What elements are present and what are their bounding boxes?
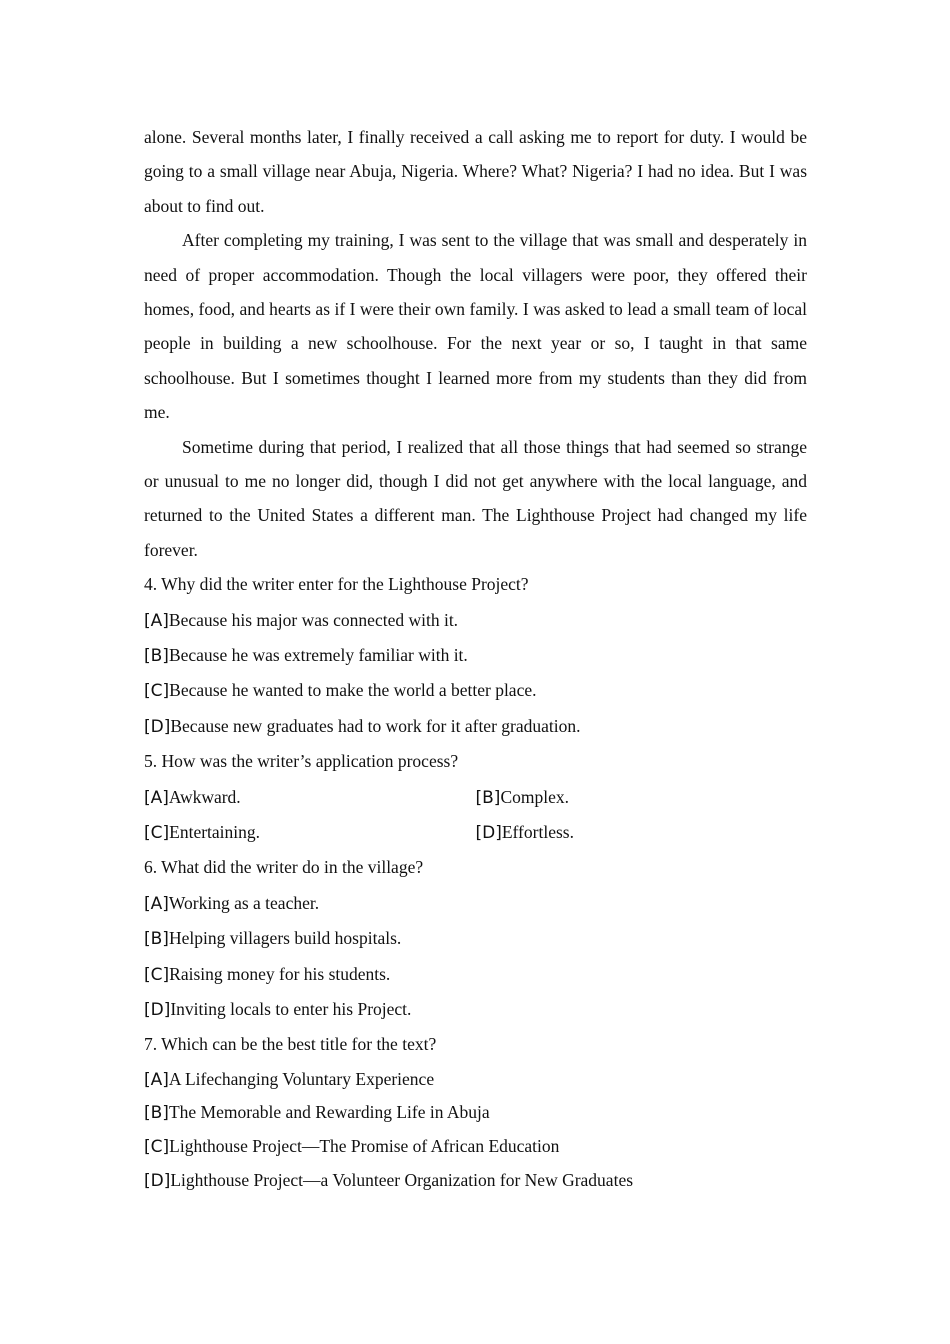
option-c [144,815,476,850]
option-letter: [B] [144,646,169,667]
option-text: Because he wanted to make the world a better place. [169,680,537,701]
option-a [144,886,807,921]
option-text: A Lifechanging Voluntary Experience [168,1068,435,1089]
option-letter: [A] [144,610,169,631]
passage-paragraph-2: After completing my training, I was sent to the village that was small and desperately in need of proper accommodation. Though the local villagers were poor, they offered their homes, food, and hearts as if I were their own family. I was asked to lead a small team of local people in building a new schoolhouse. For the next year or so, I taught in that same schoolhouse. But I sometimes thought I learned more from my students than they did from me. [144,230,807,423]
option-text: Inviting locals to enter his Project. [170,998,412,1019]
option-letter: [D] [144,999,171,1020]
option-d [144,1164,807,1198]
option-d [476,815,808,850]
option-b [144,638,807,673]
option-b [476,780,808,815]
option-letter: [B] [144,1103,169,1124]
option-d [144,992,807,1027]
option-b [144,921,807,956]
option-text: Because new graduates had to work for it after graduation. [170,715,581,736]
option-letter: [B] [475,787,501,808]
question-stem: 6. What did the writer do in the village? [144,857,424,878]
question-7 [144,1027,807,1197]
option-text: Because he was extremely familiar with it. [168,645,468,666]
option-text: The Memorable and Rewarding Life in Abuja [168,1102,490,1123]
question-6 [144,850,807,1027]
option-letter: [C] [144,1136,170,1157]
option-c [144,1130,807,1164]
option-c [144,673,807,708]
question-stem: 4. Why did the writer enter for the Lighthouse Project? [144,574,529,595]
option-a [144,1063,807,1097]
option-a [144,603,807,638]
question-5 [144,744,807,850]
option-row [144,815,807,850]
passage-paragraph-3: Sometime during that period, I realized that all those things that had seemed so strange or unusual to me no longer did, though I did not get anywhere with the local language, and returned to the United States a different man. The Lighthouse Project had changed my life forever. [144,436,807,560]
option-text: Awkward. [168,786,241,807]
option-text: Effortless. [501,822,574,843]
document-page [144,120,807,1197]
option-letter: [D] [144,1170,171,1191]
question-stem: 7. Which can be the best title for the text? [144,1034,437,1055]
question-4 [144,567,807,744]
option-text: Raising money for his students. [169,963,391,984]
passage-paragraph-1: alone. Several months later, I finally received a call asking me to report for duty. I would be going to a small village near Abuja, Nigeria. Where? What? Nigeria? I had no idea. But I was about to find out. [144,127,807,216]
option-row [144,780,807,815]
option-letter: [B] [144,929,169,950]
option-b [144,1096,807,1130]
option-letter: [A] [144,893,169,914]
option-text: Entertaining. [169,822,261,843]
option-a [144,780,476,815]
option-d [144,709,807,744]
option-letter: [A] [144,1069,169,1090]
option-text: Lighthouse Project—The Promise of African Education [169,1135,560,1156]
option-text: Complex. [500,786,569,807]
question-stem: 5. How was the writer’s application process? [144,751,459,772]
option-letter: [A] [144,787,169,808]
option-text: Lighthouse Project—a Volunteer Organization for New Graduates [170,1169,634,1190]
option-letter: [C] [144,964,170,985]
option-text: Working as a teacher. [168,892,320,913]
option-letter: [C] [144,681,170,702]
option-c [144,957,807,992]
option-letter: [D] [144,716,171,737]
option-letter: [D] [475,823,502,844]
option-letter: [C] [144,823,170,844]
option-text: Because his major was connected with it. [168,609,459,630]
option-text: Helping villagers build hospitals. [168,928,402,949]
